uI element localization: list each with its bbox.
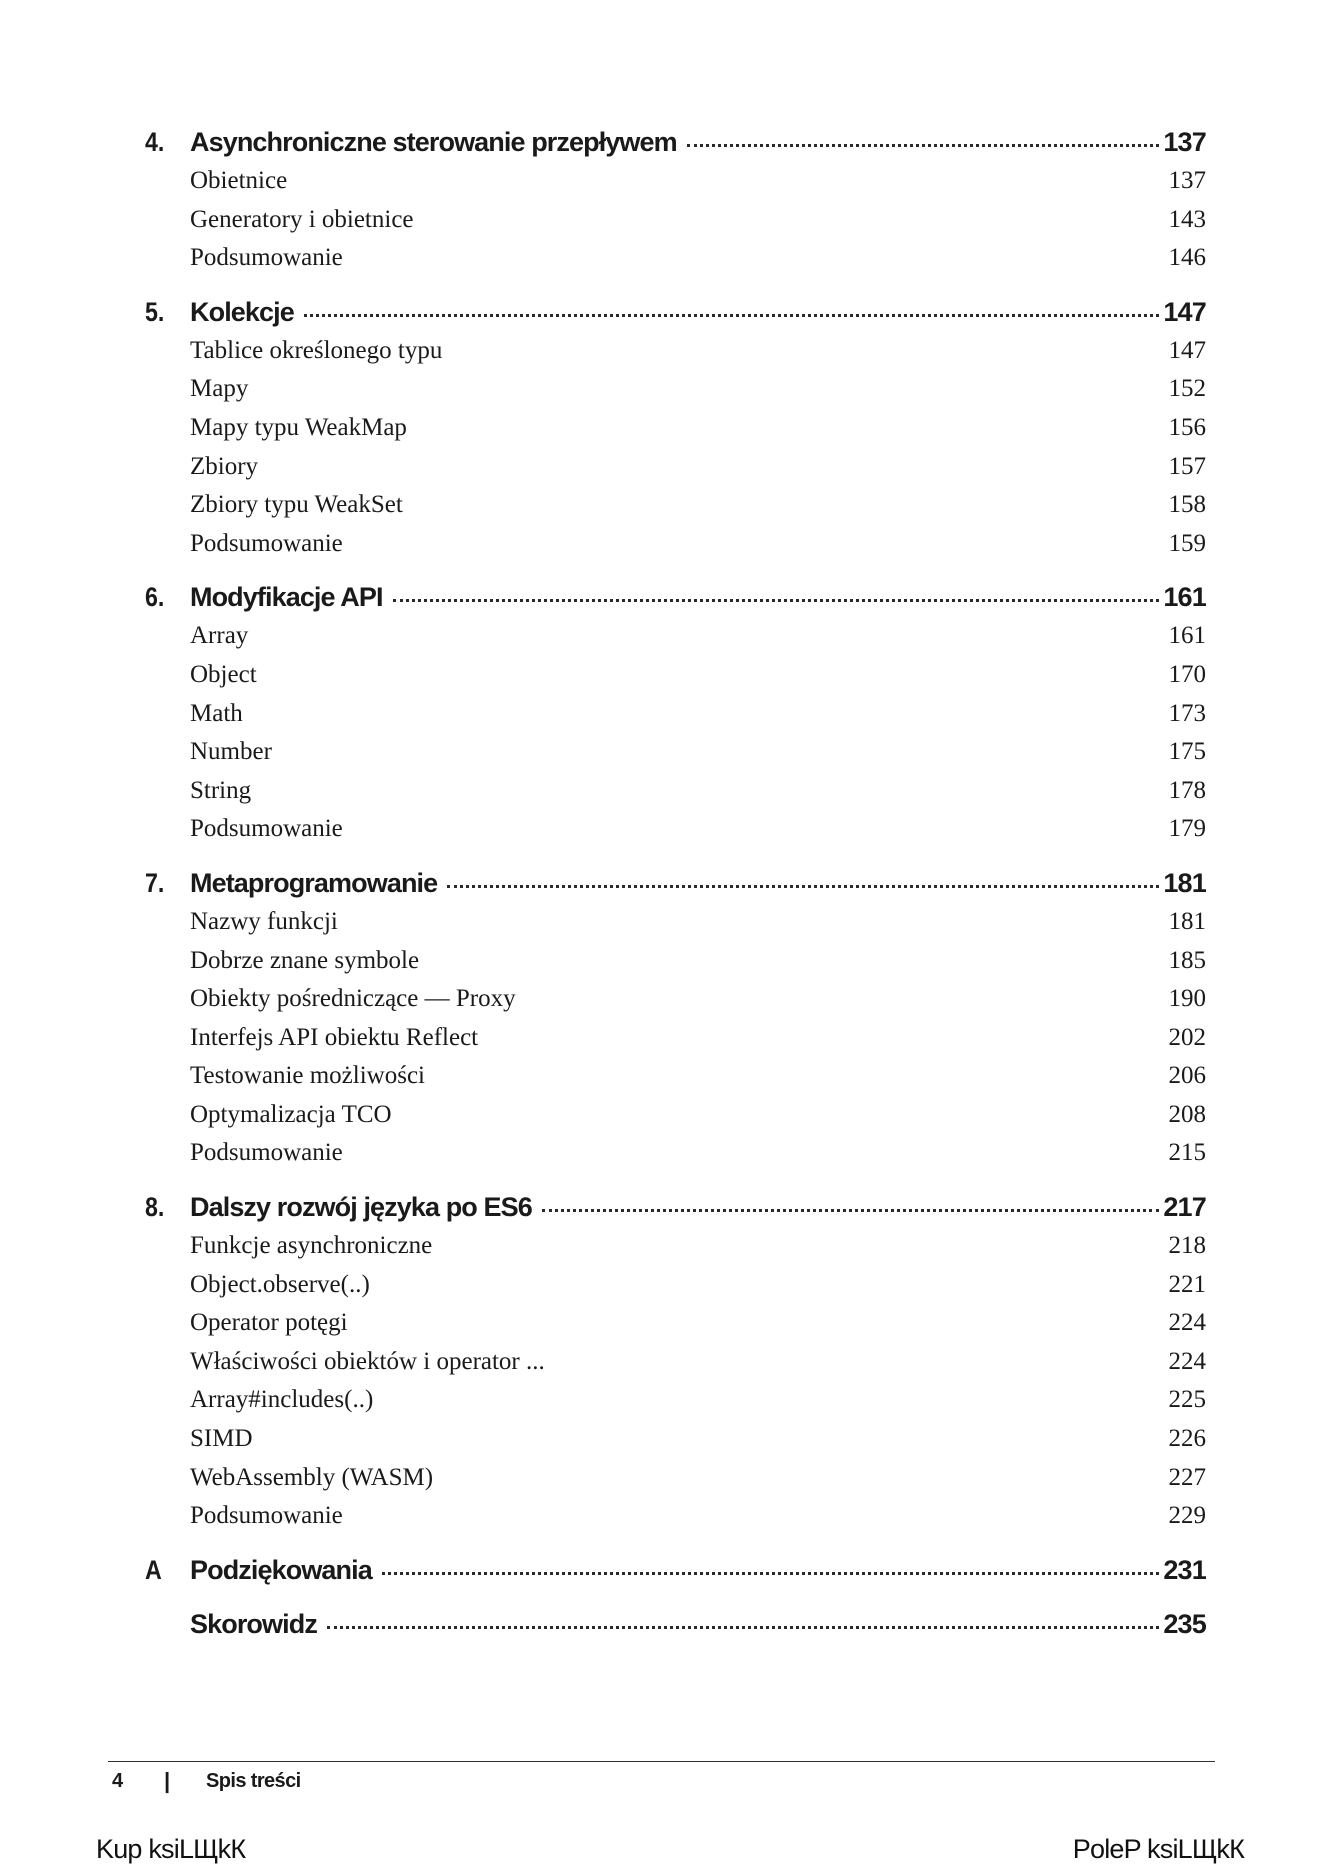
section-title: Zbiory bbox=[190, 452, 259, 480]
chapter-title: Asynchroniczne sterowanie przepływem bbox=[190, 127, 677, 157]
chapter-heading-row bbox=[0, 122, 1322, 162]
buy-book-link[interactable]: Kup ksiLЩkК bbox=[96, 1834, 246, 1864]
chapter-title: Skorowidz bbox=[190, 1608, 317, 1639]
chapter-page-number: 231 bbox=[1163, 1554, 1206, 1585]
chapter-page-number: 181 bbox=[1163, 867, 1206, 898]
chapter-number: 5. bbox=[145, 296, 165, 327]
chapter-entry bbox=[190, 1187, 1206, 1227]
footer-separator: | bbox=[164, 1768, 171, 1793]
section-title: Mapy bbox=[190, 375, 249, 403]
section-page-number: 152 bbox=[1168, 375, 1206, 403]
section-page-number: 226 bbox=[1168, 1425, 1206, 1453]
dot-leader bbox=[542, 1209, 1160, 1212]
section-page-number: 221 bbox=[1168, 1270, 1206, 1298]
chapter-title: Dalszy rozwój języka po ES6 bbox=[190, 1192, 532, 1223]
chapter-heading-row bbox=[0, 577, 1322, 617]
section-title: Właściwości obiektów i operator ... bbox=[190, 1347, 545, 1375]
section-page-number: 179 bbox=[1168, 815, 1206, 843]
section-entry bbox=[0, 525, 1322, 564]
section-entry bbox=[0, 239, 1322, 278]
section-page-number: 156 bbox=[1168, 413, 1206, 441]
section-page-number: 190 bbox=[1168, 985, 1206, 1013]
section-entry bbox=[0, 1227, 1322, 1266]
toc-chapter bbox=[0, 1604, 1322, 1644]
section-entry bbox=[0, 201, 1322, 240]
section-page-number: 157 bbox=[1168, 452, 1206, 480]
chapter-heading-row bbox=[0, 863, 1322, 903]
chapter-page-number: 235 bbox=[1163, 1608, 1206, 1639]
section-entry bbox=[0, 1019, 1322, 1058]
dot-leader bbox=[327, 1626, 1159, 1629]
dot-leader bbox=[382, 1572, 1159, 1575]
section-entry bbox=[0, 772, 1322, 811]
section-title: Funkcje asynchroniczne bbox=[190, 1232, 433, 1260]
section-title: Obiekty pośredniczące — Proxy bbox=[190, 985, 516, 1013]
section-title: Podsumowanie bbox=[190, 244, 343, 272]
section-title: Generatory i obietnice bbox=[190, 205, 414, 233]
chapter-entry bbox=[190, 122, 1206, 162]
section-page-number: 224 bbox=[1168, 1309, 1206, 1337]
chapter-heading-row bbox=[0, 1187, 1322, 1227]
section-title: Testowanie możliwości bbox=[190, 1062, 425, 1090]
section-page-number: 143 bbox=[1168, 205, 1206, 233]
section-page-number: 170 bbox=[1168, 660, 1206, 688]
toc-chapter bbox=[0, 863, 1322, 1173]
section-entry bbox=[0, 656, 1322, 695]
section-page-number: 181 bbox=[1168, 907, 1206, 935]
section-page-number: 159 bbox=[1168, 529, 1206, 557]
dot-leader bbox=[393, 599, 1160, 602]
section-page-number: 229 bbox=[1168, 1502, 1206, 1530]
toc-chapter bbox=[0, 577, 1322, 849]
section-entry bbox=[0, 1057, 1322, 1096]
section-title: Number bbox=[190, 738, 272, 766]
section-entry bbox=[0, 980, 1322, 1019]
section-entry bbox=[0, 1266, 1322, 1305]
footer-section-title: Spis treści bbox=[206, 1770, 301, 1792]
section-page-number: 206 bbox=[1168, 1062, 1206, 1090]
chapter-number: 8. bbox=[145, 1192, 165, 1223]
section-page-number: 202 bbox=[1168, 1023, 1206, 1051]
section-entry bbox=[0, 903, 1322, 942]
section-entry bbox=[0, 332, 1322, 371]
section-title: Podsumowanie bbox=[190, 529, 343, 557]
section-title: Nazwy funkcji bbox=[190, 907, 338, 935]
section-title: Array#includes(..) bbox=[190, 1386, 374, 1414]
chapter-page-number: 137 bbox=[1163, 127, 1206, 157]
section-entry bbox=[0, 1134, 1322, 1173]
section-page-number: 178 bbox=[1168, 776, 1206, 804]
dot-leader bbox=[304, 314, 1159, 317]
toc-chapter bbox=[0, 122, 1322, 278]
section-page-number: 137 bbox=[1168, 167, 1206, 194]
section-page-number: 208 bbox=[1168, 1100, 1206, 1128]
section-page-number: 227 bbox=[1168, 1463, 1206, 1491]
section-page-number: 225 bbox=[1168, 1386, 1206, 1414]
chapter-title: Metaprogramowanie bbox=[190, 867, 438, 898]
chapter-entry bbox=[190, 863, 1206, 903]
section-entry bbox=[0, 1459, 1322, 1498]
toc-chapter bbox=[0, 1550, 1322, 1590]
section-entry bbox=[0, 1304, 1322, 1343]
chapter-heading-row bbox=[0, 1550, 1322, 1590]
section-entry bbox=[0, 1381, 1322, 1420]
chapter-title: Modyfikacje API bbox=[190, 582, 383, 613]
section-title: Object.observe(..) bbox=[190, 1270, 370, 1298]
section-entry bbox=[0, 617, 1322, 656]
section-entry bbox=[0, 733, 1322, 772]
section-entry bbox=[0, 409, 1322, 448]
section-page-number: 158 bbox=[1168, 491, 1206, 519]
chapter-heading-row bbox=[0, 292, 1322, 332]
chapter-entry bbox=[190, 1604, 1206, 1644]
table-of-contents bbox=[0, 122, 1322, 1644]
chapter-number: A bbox=[145, 1554, 162, 1585]
section-page-number: 161 bbox=[1168, 622, 1206, 650]
section-title: Interfejs API obiektu Reflect bbox=[190, 1023, 479, 1051]
section-title: Operator potęgi bbox=[190, 1309, 348, 1337]
chapter-title: Kolekcje bbox=[190, 296, 294, 327]
section-page-number: 147 bbox=[1168, 336, 1206, 364]
chapter-heading-row bbox=[0, 1604, 1322, 1644]
section-page-number: 224 bbox=[1168, 1347, 1206, 1375]
section-title: Podsumowanie bbox=[190, 1502, 343, 1530]
section-title: String bbox=[190, 776, 252, 804]
section-entry bbox=[0, 1497, 1322, 1536]
section-page-number: 146 bbox=[1168, 244, 1206, 272]
section-entry bbox=[0, 695, 1322, 734]
toc-chapter bbox=[0, 1187, 1322, 1536]
section-title: Object bbox=[190, 660, 257, 688]
footer-divider bbox=[108, 1761, 1215, 1762]
dot-leader bbox=[447, 885, 1159, 888]
chapter-page-number: 147 bbox=[1163, 296, 1206, 327]
chapter-title: Podziękowania bbox=[190, 1554, 372, 1585]
section-title: Obietnice bbox=[190, 167, 288, 194]
chapter-number: 4. bbox=[145, 127, 165, 157]
section-entry bbox=[0, 1343, 1322, 1382]
section-entry bbox=[0, 370, 1322, 409]
section-title: WebAssembly (WASM) bbox=[190, 1463, 434, 1491]
section-title: Dobrze znane symbole bbox=[190, 946, 420, 974]
chapter-entry bbox=[190, 1550, 1206, 1590]
section-entry bbox=[0, 1096, 1322, 1135]
section-page-number: 185 bbox=[1168, 946, 1206, 974]
section-entry bbox=[0, 810, 1322, 849]
section-entry bbox=[0, 486, 1322, 525]
chapter-page-number: 161 bbox=[1163, 582, 1206, 613]
section-title: Tablice określonego typu bbox=[190, 336, 443, 364]
section-title: Podsumowanie bbox=[190, 815, 343, 843]
section-page-number: 173 bbox=[1168, 699, 1206, 727]
section-page-number: 175 bbox=[1168, 738, 1206, 766]
footer-page-number: 4 bbox=[112, 1770, 124, 1792]
section-title: Podsumowanie bbox=[190, 1139, 343, 1167]
section-entry bbox=[0, 448, 1322, 487]
section-page-number: 218 bbox=[1168, 1232, 1206, 1260]
chapter-page-number: 217 bbox=[1163, 1192, 1206, 1223]
dot-leader bbox=[687, 144, 1160, 147]
chapter-entry bbox=[190, 577, 1206, 617]
section-title: Zbiory typu WeakSet bbox=[190, 491, 403, 519]
section-entry bbox=[0, 1420, 1322, 1459]
section-title: Mapy typu WeakMap bbox=[190, 413, 407, 441]
section-title: Optymalizacja TCO bbox=[190, 1100, 392, 1128]
chapter-number: 7. bbox=[145, 867, 165, 898]
section-entry bbox=[0, 942, 1322, 981]
section-entry bbox=[0, 162, 1322, 201]
chapter-number: 6. bbox=[145, 582, 165, 613]
chapter-entry bbox=[190, 292, 1206, 332]
section-title: SIMD bbox=[190, 1425, 253, 1453]
toc-chapter bbox=[0, 292, 1322, 564]
section-page-number: 215 bbox=[1168, 1139, 1206, 1167]
section-title: Math bbox=[190, 699, 243, 727]
section-title: Array bbox=[190, 622, 249, 650]
rate-book-link[interactable]: PoleP ksiLЩkК bbox=[1072, 1834, 1244, 1864]
